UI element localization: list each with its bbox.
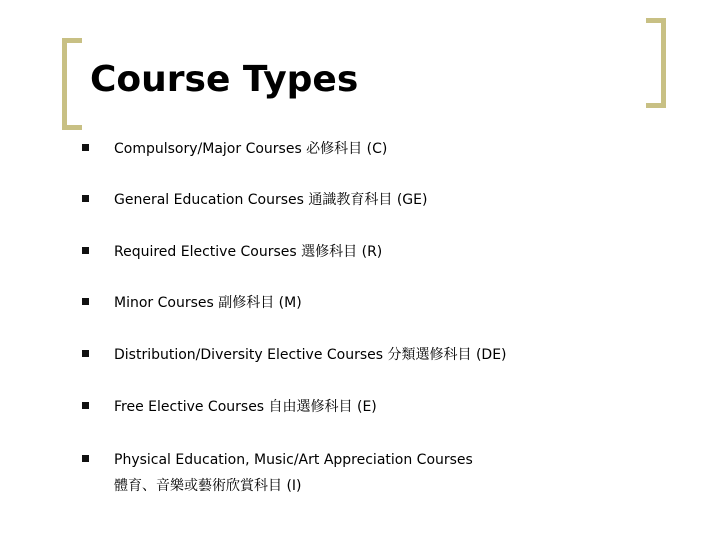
list-item-text: Distribution/Diversity Elective Courses 分類選修科目 (DE) — [114, 347, 507, 363]
list-item-text-continued: 體育、音樂或藝術欣賞科目 (I) — [114, 478, 302, 494]
square-bullet-icon — [82, 350, 89, 357]
square-bullet-icon — [82, 247, 89, 254]
list-item-text: Free Elective Courses 自由選修科目 (E) — [114, 399, 377, 415]
list-item-text: Minor Courses 副修科目 (M) — [114, 295, 302, 311]
square-bullet-icon — [82, 402, 89, 409]
left-bracket-decoration — [62, 38, 82, 130]
list-item-text: General Education Courses 通識教育科目 (GE) — [114, 192, 428, 208]
square-bullet-icon — [82, 455, 89, 462]
slide-title: Course Types — [90, 59, 359, 100]
list-item-text: Compulsory/Major Courses 必修科目 (C) — [114, 141, 388, 157]
list-item-text: Required Elective Courses 選修科目 (R) — [114, 244, 383, 260]
square-bullet-icon — [82, 144, 89, 151]
square-bullet-icon — [82, 195, 89, 202]
right-bracket-decoration — [646, 18, 666, 108]
list-item-text: Physical Education, Music/Art Appreciation Courses — [114, 452, 473, 468]
square-bullet-icon — [82, 298, 89, 305]
